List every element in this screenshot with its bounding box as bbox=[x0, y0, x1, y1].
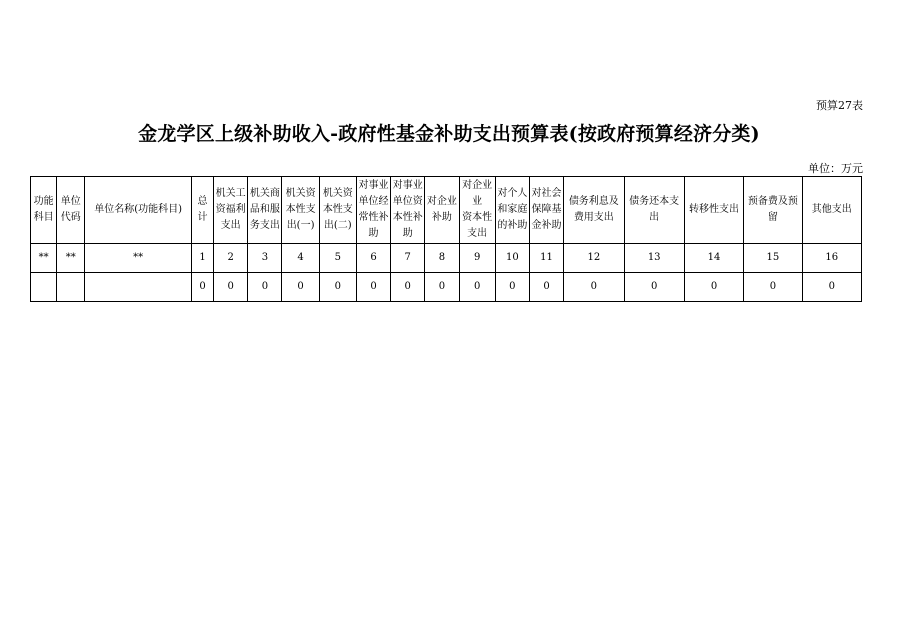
col-header-label: 对事业 单位资 本性补 助 bbox=[392, 180, 423, 239]
col-header-label: 对企业 补助 bbox=[426, 196, 457, 223]
col-header bbox=[802, 177, 861, 244]
col-header bbox=[319, 177, 356, 244]
value-cell: 0 bbox=[425, 273, 459, 302]
value-cell: 0 bbox=[684, 273, 743, 302]
col-header bbox=[684, 177, 743, 244]
index-cell: 8 bbox=[425, 244, 459, 273]
index-cell: 6 bbox=[356, 244, 390, 273]
index-cell: 11 bbox=[529, 244, 563, 273]
value-cell bbox=[85, 273, 192, 302]
value-cell: 0 bbox=[248, 273, 282, 302]
col-header bbox=[191, 177, 213, 244]
col-header-label: 机关资 本性支 出(一) bbox=[285, 188, 316, 231]
col-header bbox=[529, 177, 563, 244]
value-cell: 0 bbox=[319, 273, 356, 302]
index-cell: ** bbox=[85, 244, 192, 273]
value-cell: 0 bbox=[744, 273, 802, 302]
index-cell: 16 bbox=[802, 244, 861, 273]
value-cell: 0 bbox=[495, 273, 529, 302]
index-row bbox=[31, 244, 862, 273]
value-cell: 0 bbox=[624, 273, 684, 302]
value-cell: 0 bbox=[214, 273, 248, 302]
index-cell: 1 bbox=[191, 244, 213, 273]
col-header bbox=[282, 177, 319, 244]
index-cell: 15 bbox=[744, 244, 802, 273]
value-cell: 0 bbox=[459, 273, 495, 302]
index-cell: 14 bbox=[684, 244, 743, 273]
col-header-label: 总 计 bbox=[197, 196, 208, 223]
value-cell bbox=[31, 273, 57, 302]
col-header-label: 单位名称(功能科目) bbox=[94, 204, 183, 215]
index-cell: 9 bbox=[459, 244, 495, 273]
index-cell: 5 bbox=[319, 244, 356, 273]
index-cell: 4 bbox=[282, 244, 319, 273]
col-header bbox=[624, 177, 684, 244]
col-header-label: 机关工 资福利 支出 bbox=[215, 188, 246, 231]
budget-table bbox=[30, 176, 862, 302]
col-header bbox=[356, 177, 390, 244]
value-cell: 0 bbox=[802, 273, 861, 302]
col-header-label: 单位 代码 bbox=[60, 196, 81, 223]
unit-label: 单位：万元 bbox=[808, 162, 863, 175]
col-header-label: 对社会 保障基 金补助 bbox=[531, 188, 562, 231]
value-cell: 0 bbox=[391, 273, 425, 302]
col-header bbox=[564, 177, 624, 244]
col-header-label: 其他支出 bbox=[811, 204, 852, 215]
index-cell: 3 bbox=[248, 244, 282, 273]
table-row bbox=[31, 273, 862, 302]
col-header bbox=[391, 177, 425, 244]
col-header-label: 对事业 单位经 常性补 助 bbox=[358, 180, 389, 239]
col-header-label: 债务还本支 出 bbox=[629, 196, 680, 223]
col-header bbox=[425, 177, 459, 244]
col-header bbox=[57, 177, 85, 244]
col-header bbox=[744, 177, 802, 244]
value-cell: 0 bbox=[529, 273, 563, 302]
col-header-label: 转移性支出 bbox=[689, 204, 740, 215]
col-header-label: 预备费及预 留 bbox=[747, 196, 798, 223]
col-header-label: 对个人 和家庭 的补助 bbox=[497, 188, 528, 231]
header-row bbox=[31, 177, 862, 244]
col-header bbox=[85, 177, 192, 244]
col-header-label: 债务利息及 费用支出 bbox=[568, 196, 619, 223]
value-cell: 0 bbox=[564, 273, 624, 302]
col-header bbox=[31, 177, 57, 244]
value-cell: 0 bbox=[282, 273, 319, 302]
col-header-label: 对企业业 资本性 支出 bbox=[462, 180, 493, 239]
index-cell: 7 bbox=[391, 244, 425, 273]
index-cell: 12 bbox=[564, 244, 624, 273]
value-cell: 0 bbox=[356, 273, 390, 302]
col-header-label: 机关商 品和服 务支出 bbox=[249, 188, 280, 231]
col-header bbox=[459, 177, 495, 244]
index-cell: ** bbox=[57, 244, 85, 273]
table-number: 预算27表 bbox=[816, 99, 863, 112]
index-cell: 13 bbox=[624, 244, 684, 273]
value-cell bbox=[57, 273, 85, 302]
index-cell: 10 bbox=[495, 244, 529, 273]
page-title: 金龙学区上级补助收入-政府性基金补助支出预算表(按政府预算经济分类) bbox=[138, 123, 760, 145]
index-cell: ** bbox=[31, 244, 57, 273]
col-header bbox=[495, 177, 529, 244]
col-header-label: 机关资 本性支 出(二) bbox=[322, 188, 353, 231]
index-cell: 2 bbox=[214, 244, 248, 273]
col-header-label: 功能 科目 bbox=[33, 196, 54, 223]
col-header bbox=[214, 177, 248, 244]
col-header bbox=[248, 177, 282, 244]
value-cell: 0 bbox=[191, 273, 213, 302]
